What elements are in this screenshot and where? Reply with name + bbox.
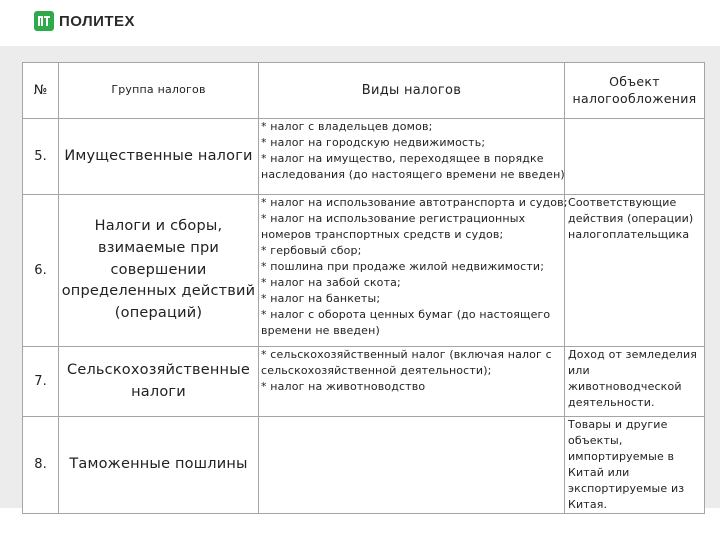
object-line: импортируемые в — [568, 449, 675, 463]
slide-area — [0, 46, 720, 511]
types-line: сельскохозяйственной деятельности); — [261, 363, 492, 377]
types-line: * налог с оборота ценных бумаг (до настоящего — [261, 307, 551, 321]
row-types — [259, 195, 568, 347]
politech-logo-icon — [34, 11, 54, 31]
types-line: * налог на забой скота; — [261, 275, 401, 289]
object-line: Доход от земледелия — [568, 348, 698, 361]
group-line: взимаемые при — [97, 239, 220, 256]
types-line: времени не введен) — [261, 323, 380, 337]
types-line: наследования (до настоящего времени не введен) — [261, 167, 565, 181]
row-num: 7. — [23, 347, 59, 417]
table-row — [23, 195, 705, 347]
table-row — [23, 119, 705, 195]
types-line: номеров транспортных средств и судов; — [261, 227, 504, 241]
group-line: Имущественные налоги — [64, 147, 253, 164]
object-line: действия (операции) — [568, 211, 694, 225]
row-num: 5. — [23, 119, 59, 195]
types-line: * гербовый сбор; — [261, 243, 362, 257]
header-object — [565, 63, 705, 119]
group-line: налоги — [131, 383, 186, 400]
table-header-row — [23, 63, 705, 119]
object-line: или — [568, 363, 590, 377]
header-group: Группа налогов — [59, 63, 259, 119]
types-line: * налог на городскую недвижимость; — [261, 135, 486, 149]
header-object-line: налогообложения — [572, 90, 697, 106]
header-num: № — [23, 63, 59, 119]
object-line: деятельности. — [568, 395, 655, 409]
object-line: экспортируемые из — [568, 481, 685, 495]
row-object — [565, 347, 705, 417]
header-types: Виды налогов — [259, 63, 565, 119]
types-line: * сельскохозяйственный налог (включая налог с — [261, 348, 552, 361]
group-line: Таможенные пошлины — [69, 455, 248, 472]
types-line: * пошлина при продаже жилой недвижимости; — [261, 259, 545, 273]
types-line: * налог на животноводство — [261, 379, 426, 393]
object-line: объекты, — [568, 433, 623, 447]
row-group — [59, 347, 259, 417]
object-line: Товары и другие — [568, 418, 668, 431]
table-row — [23, 417, 705, 514]
types-line: * налог с владельцев домов; — [261, 120, 433, 133]
logo — [34, 11, 135, 31]
row-types — [259, 119, 565, 195]
types-line: * налог на имущество, переходящее в порядке — [261, 151, 544, 165]
object-line: Соответствующие — [568, 196, 677, 209]
object-line: Китай или — [568, 465, 630, 479]
types-line: * налог на банкеты; — [261, 291, 381, 305]
types-line: * налог на использование автотранспорта и судов; — [261, 196, 568, 209]
row-group — [59, 195, 259, 347]
header-object-line: Объект — [609, 73, 660, 89]
row-group — [59, 119, 259, 195]
table-row — [23, 347, 705, 417]
logo-text: ПОЛИТЕХ — [59, 12, 136, 30]
row-num: 6. — [23, 195, 59, 347]
group-line: совершении — [110, 261, 207, 278]
row-group — [59, 417, 259, 514]
object-line: Китая. — [568, 497, 608, 511]
tax-table — [22, 62, 705, 514]
row-types — [259, 347, 565, 417]
row-object — [565, 195, 705, 347]
types-line: * налог на использование регистрационных — [261, 211, 526, 225]
group-line: определенных действий — [61, 283, 256, 300]
group-line: Налоги и сборы, — [94, 218, 223, 235]
header — [0, 0, 720, 46]
group-line: Сельскохозяйственные — [67, 361, 250, 378]
object-line: налогоплательщика — [568, 227, 690, 241]
row-object — [565, 119, 705, 195]
row-types — [259, 417, 565, 514]
row-object — [565, 417, 705, 514]
group-line: (операций) — [114, 305, 203, 322]
object-line: животноводческой — [568, 379, 682, 393]
row-num: 8. — [23, 417, 59, 514]
